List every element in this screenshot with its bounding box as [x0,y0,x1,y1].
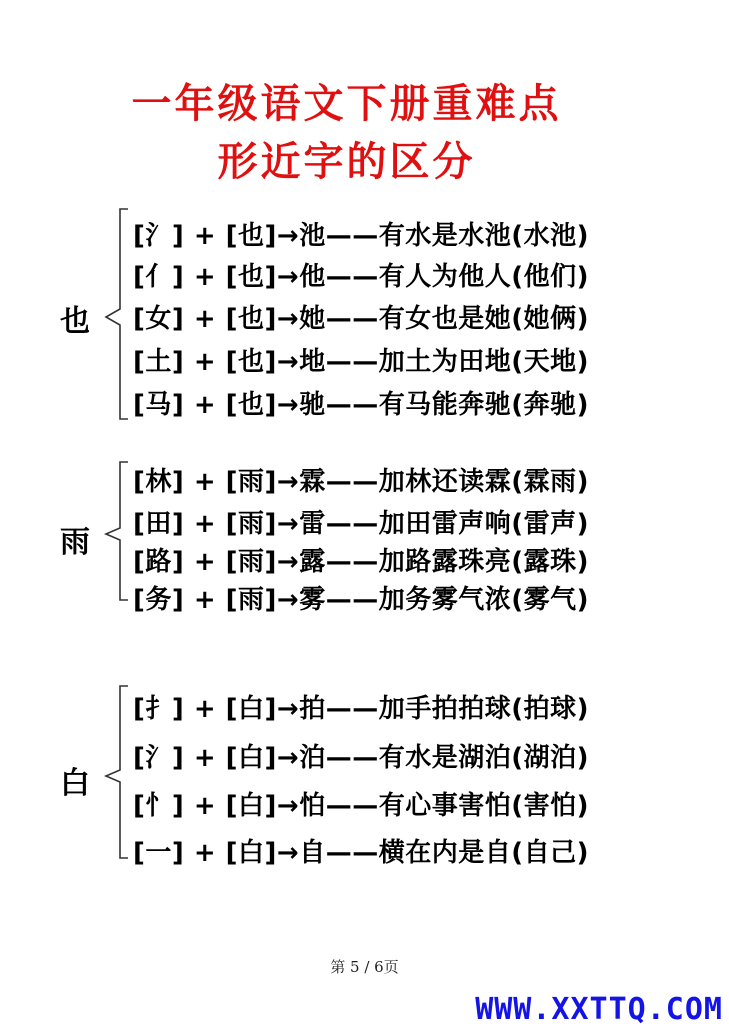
list-item: [一] + [白]→自——横在内是自(自己) [133,838,589,868]
list-item: [女] + [也]→她——有女也是她(她俩) [133,304,589,334]
bracket-icon [100,458,130,608]
list-item: [氵] + [也]→池——有水是水池(水池) [133,221,589,251]
site-watermark[interactable]: WWW.XXTTQ.COM [475,992,723,1027]
bracket-icon [100,205,130,425]
list-item: [忄] + [白]→怕——有心事害怕(害怕) [133,791,589,821]
page-title: 一年级语文下册重难点 [131,81,562,127]
list-item: [亻] + [也]→他——有人为他人(他们) [133,262,589,292]
list-item: [田] + [雨]→雷——加田雷声响(雷声) [133,509,589,539]
list-item: [林] + [雨]→霖——加林还读霖(霖雨) [133,467,589,497]
list-item: [务] + [雨]→雾——加务雾气浓(雾气) [133,585,589,615]
list-item: [扌] + [白]→拍——加手拍拍球(拍球) [133,694,589,724]
list-item: [路] + [雨]→露——加路露珠亮(露珠) [133,547,589,577]
page-number: 第 5 / 6页 [330,958,399,976]
list-item: [氵] + [白]→泊——有水是湖泊(湖泊) [133,743,589,773]
group-char: 雨 [60,525,90,560]
list-item: [马] + [也]→驰——有马能奔驰(奔驰) [133,390,589,420]
group-char: 也 [60,304,90,339]
bracket-icon [100,682,130,867]
page-subtitle: 形近字的区分 [217,139,476,185]
list-item: [土] + [也]→地——加土为田地(天地) [133,347,589,377]
group-char: 白 [60,766,90,801]
